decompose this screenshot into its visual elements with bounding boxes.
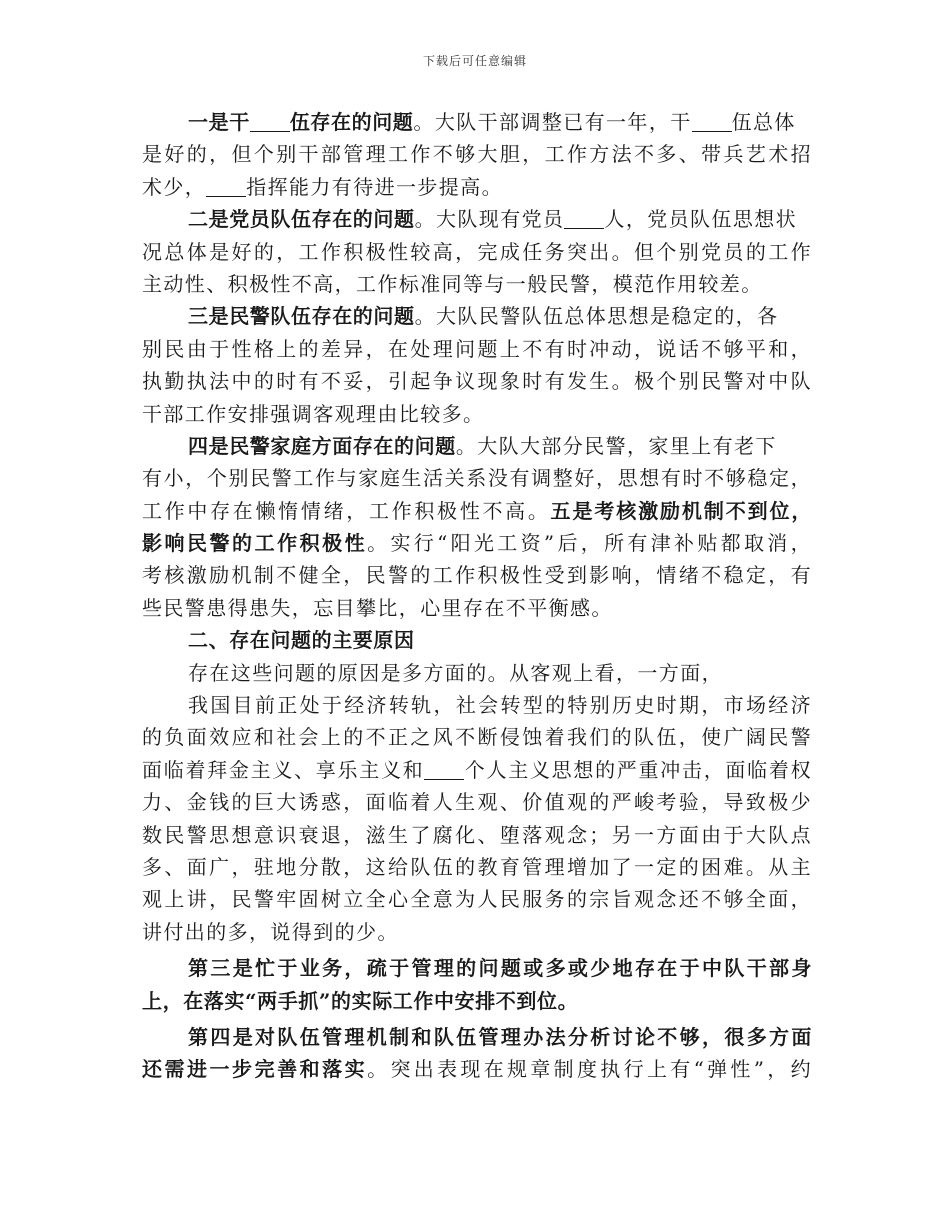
fill-in-blank [206,176,246,197]
body-text: 执勤执法中的时有不妥，引起争议现象时有发生。极个别民警对中队 [142,369,812,394]
page-header: 下载后可任意编辑 [422,54,527,68]
bold-text: 一是干 [188,110,250,134]
bold-text: 伍存在的问题 [289,110,414,134]
bold-text: 五是考核激励机制不到位， [550,498,812,523]
body-text: 况总体是好的，工作积极性较高，完成任务突出。但个别党员的工作 [142,239,812,264]
body-text: 我国目前正处于经济转轨，社会转型的特别历史时期，市场经济 [188,693,812,718]
body-text: 考核激励机制不健全，民警的工作积极性受到影响，情绪不稳定，有 [142,563,812,588]
fill-in-blank [692,111,732,132]
body-text: 观上讲，民警牢固树立全心全意为人民服务的宗旨观念还不够全面， [142,887,812,912]
text-line [142,138,812,170]
text-line [142,689,812,721]
body-text: 人，党员队伍思想状 [604,207,798,232]
bold-text: 三是民警队伍存在的问题 [188,304,415,329]
text-line [142,203,812,235]
body-text: 有小，个别民警工作与家庭生活关系没有调整好，思想有时不够稳定， [142,466,812,491]
body-text: 别民由于性格上的差异，在处理问题上不有时冲动，说话不够平和， [142,336,812,361]
fill-in-blank [250,111,290,132]
body-text: 指挥能力有待进一步提高。 [246,174,504,199]
text-line [142,754,812,786]
body-text: 。大队现有党员 [414,207,565,232]
text-line [142,1021,812,1053]
text-line [142,819,812,851]
section-heading [142,624,812,656]
bold-text: 第四是对队伍管理机制和队伍管理办法分析讨论不够，很多方面 [188,1024,812,1049]
body-text: 。大队大部分民警，家里上有老下 [455,433,777,458]
text-line [142,985,812,1017]
body-text: 多、面广，驻地分散，这给队伍的教育管理增加了一定的困难。从主 [142,854,812,879]
text-line [142,721,812,753]
text-line [142,430,812,462]
text-line [142,527,812,559]
bold-text: 还需进一步完善和落实 [142,1057,368,1082]
fill-in-blank [424,759,464,780]
fill-in-blank [564,208,604,229]
body-text: 些民警患得患失，忘目攀比，心里存在不平衡感。 [142,595,613,620]
text-line [142,268,812,300]
body-text: 术少， [142,174,207,199]
text-line [142,851,812,883]
body-text: 。突出表现在规章制度执行上有“弹性”，约 [367,1057,812,1082]
bold-text: 第三是忙于业务，疏于管理的问题或多或少地存在于中队干部身 [188,956,812,981]
bold-text: 四是民警家庭方面存在的问题 [188,433,456,458]
body-text: 讲付出的多，说得到的少。 [142,919,399,944]
text-line [142,657,812,689]
body-text: 主动性、积极性不高，工作标准同等与一般民警，模范作用较差。 [142,271,763,296]
body-text: 是好的，但个别干部管理工作不够大胆，工作方法不多、带兵艺术招 [142,142,812,167]
body-text: 伍总体 [731,110,796,134]
body-text: 面临着拜金主义、享乐主义和 [142,757,425,782]
text-line [142,236,812,268]
document-body [142,106,812,1086]
body-text: 个人主义思想的严重冲击，面临着权 [464,757,812,782]
text-line [142,300,812,332]
body-text: 干部工作安排强调客观理由比较多。 [142,401,485,426]
body-text: 力、金钱的巨大诱惑，面临着人生观、价值观的严峻考验，导致极少 [142,790,812,815]
text-line [142,398,812,430]
body-text: 存在这些问题的原因是多方面的。从客观上看，一方面， [188,660,723,685]
text-line [142,333,812,365]
body-text: 。大队干部调整已有一年，干 [413,110,692,134]
body-text: 。大队民警队伍总体思想是稳定的，各 [414,304,779,329]
text-line [142,592,812,624]
text-line [142,883,812,915]
text-line [142,495,812,527]
body-text: 的负面效应和社会上的不正之风不断侵蚀着我们的队伍，使广阔民警 [142,725,812,750]
text-line [142,171,812,203]
text-line [142,106,812,138]
body-text: 工作中存在懒惰情绪，工作积极性不高。 [142,498,551,523]
text-line [142,559,812,591]
bold-text: 影响民警的工作积极性 [142,531,368,556]
body-text: 数民警思想意识衰退，滋生了腐化、堕落观念；另一方面由于大队点 [142,822,812,847]
text-line [142,1053,812,1085]
text-line [142,462,812,494]
text-line [142,786,812,818]
bold-text: 二、存在问题的主要原因 [188,628,415,653]
text-line [142,916,812,948]
text-line [142,952,812,984]
body-text: 。实行“阳光工资”后，所有津补贴都取消， [367,531,812,556]
bold-text: 上，在落实“两手抓”的实际工作中安排不到位。 [142,988,579,1013]
bold-text: 二是党员队伍存在的问题 [188,207,415,232]
text-line [142,365,812,397]
